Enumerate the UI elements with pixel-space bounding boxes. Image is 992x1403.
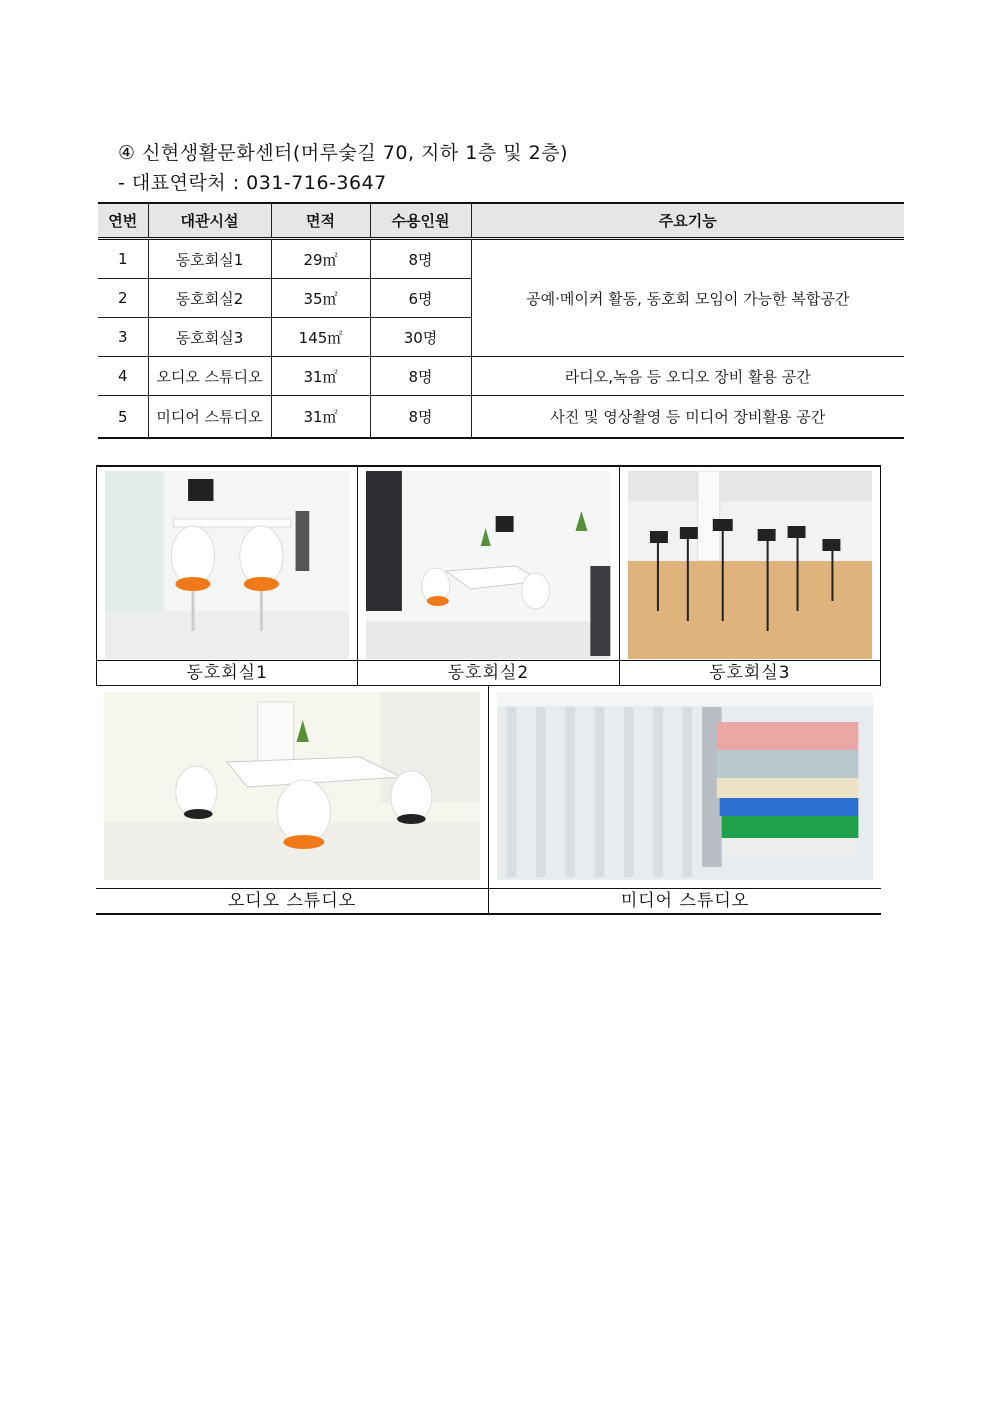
- table-header-row: [98, 203, 904, 239]
- club-room-1-photo: [105, 471, 349, 659]
- header-facility: 대관시설: [148, 203, 271, 239]
- cell-no: 4: [98, 357, 148, 396]
- cell-function: 라디오,녹음 등 오디오 장비 활용 공간: [471, 357, 904, 396]
- gallery-cell-club-room-3: [620, 467, 880, 685]
- cell-facility: 동호회실2: [148, 279, 271, 318]
- header-area: 면적: [271, 203, 370, 239]
- section-heading: [118, 138, 568, 198]
- cell-facility: 오디오 스튜디오: [148, 357, 271, 396]
- cell-area: 31㎡: [271, 396, 370, 439]
- section-title: ④ 신현생활문화센터(머루숯길 70, 지하 1층 및 2층): [118, 142, 569, 164]
- cell-area: 29㎡: [271, 239, 370, 279]
- caption-audio-studio: 오디오 스튜디오: [96, 888, 488, 913]
- cell-facility: 미디어 스튜디오: [148, 396, 271, 439]
- club-room-3-photo: [628, 471, 872, 659]
- cell-no: 5: [98, 396, 148, 439]
- media-studio-photo: [497, 692, 873, 880]
- cell-no: 1: [98, 239, 148, 279]
- header-capacity: 수용인원: [370, 203, 471, 239]
- header-no: 연번: [98, 203, 148, 239]
- cell-function-merged: 공예·메이커 활동, 동호회 모임이 가능한 복합공간: [471, 239, 904, 357]
- cell-area: 145㎡: [271, 318, 370, 357]
- table-row: [98, 239, 904, 279]
- cell-function: 사진 및 영상촬영 등 미디어 장비활용 공간: [471, 396, 904, 439]
- cell-capacity: 6명: [370, 279, 471, 318]
- table-row: [98, 357, 904, 396]
- caption-club-room-2: 동호회실2: [358, 660, 618, 685]
- caption-club-room-3: 동호회실3: [620, 660, 880, 685]
- gallery-cell-club-room-1: [97, 467, 358, 685]
- club-room-2-photo: [366, 471, 610, 659]
- photo-gallery-bottom: [96, 686, 881, 915]
- cell-area: 31㎡: [271, 357, 370, 396]
- cell-no: 3: [98, 318, 148, 357]
- cell-no: 2: [98, 279, 148, 318]
- photo-gallery-top: [96, 465, 881, 686]
- gallery-cell-audio-studio: [96, 686, 489, 913]
- header-function: 주요기능: [471, 203, 904, 239]
- cell-area: 35㎡: [271, 279, 370, 318]
- cell-facility: 동호회실3: [148, 318, 271, 357]
- table-row: [98, 396, 904, 439]
- cell-capacity: 8명: [370, 239, 471, 279]
- caption-club-room-1: 동호회실1: [97, 660, 357, 685]
- cell-facility: 동호회실1: [148, 239, 271, 279]
- gallery-cell-media-studio: [489, 686, 881, 913]
- audio-studio-photo: [104, 692, 480, 880]
- contact-line: - 대표연락처 : 031-716-3647: [118, 172, 387, 194]
- cell-capacity: 30명: [370, 318, 471, 357]
- cell-capacity: 8명: [370, 396, 471, 439]
- cell-capacity: 8명: [370, 357, 471, 396]
- facility-table: [98, 202, 904, 439]
- gallery-cell-club-room-2: [358, 467, 619, 685]
- caption-media-studio: 미디어 스튜디오: [489, 888, 881, 913]
